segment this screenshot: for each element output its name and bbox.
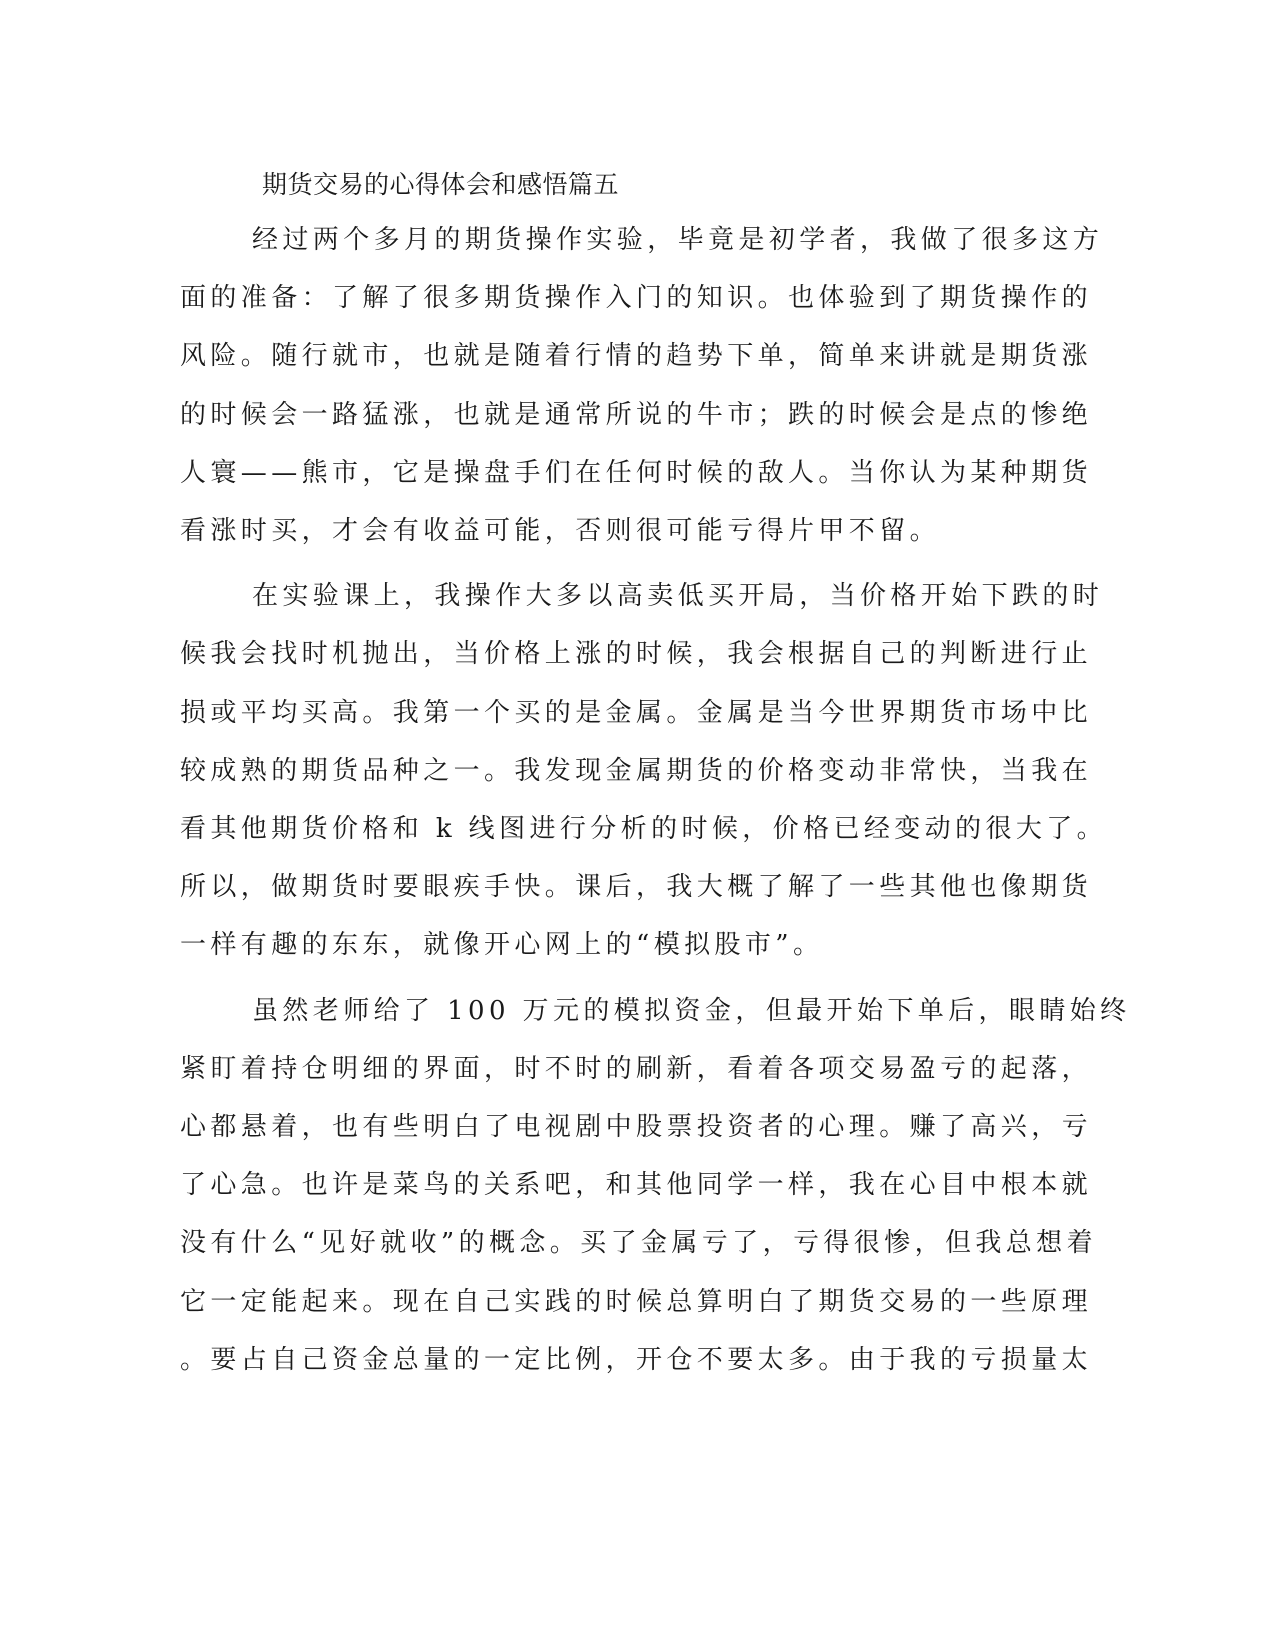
paragraph-line: 了心急。也许是菜鸟的关系吧，和其他同学一样，我在心目中根本就 (180, 1170, 1093, 1201)
paragraph-line: 的时候会一路猛涨，也就是通常所说的牛市；跌的时候会是点的惨绝 (180, 399, 1093, 430)
paragraph-line: 在实验课上，我操作大多以高卖低买开局，当价格开始下跌的时 (252, 581, 1104, 612)
paragraph-line: 人寰——熊市，它是操盘手们在任何时候的敌人。当你认为某种期货 (180, 457, 1093, 488)
paragraph-line: 它一定能起来。现在自己实践的时候总算明白了期货交易的一些原理 (180, 1286, 1093, 1317)
paragraph-line: 。要占自己资金总量的一定比例，开仓不要太多。由于我的亏损量太 (180, 1344, 1093, 1375)
document-title: 期货交易的心得体会和感悟篇五 (262, 170, 620, 199)
paragraph-line: 损或平均买高。我第一个买的是金属。金属是当今世界期货市场中比 (180, 697, 1093, 728)
paragraph-line: 没有什么“见好就收”的概念。买了金属亏了，亏得很惨，但我总想着 (180, 1228, 1097, 1259)
paragraph-line: 较成熟的期货品种之一。我发现金属期货的价格变动非常快，当我在 (180, 755, 1093, 786)
paragraph-line: 经过两个多月的期货操作实验，毕竟是初学者，我做了很多这方 (252, 225, 1104, 255)
paragraph-line: 风险。随行就市，也就是随着行情的趋势下单，简单来讲就是期货涨 (180, 341, 1093, 372)
paragraph-line: 一样有趣的东东，就像开心网上的“模拟股市”。 (180, 930, 824, 961)
paragraph-line: 心都悬着，也有些明白了电视剧中股票投资者的心理。赚了高兴，亏 (180, 1112, 1093, 1142)
paragraph-line: 候我会找时机抛出，当价格上涨的时候，我会根据自己的判断进行止 (180, 639, 1093, 670)
paragraph-line: 面的准备：了解了很多期货操作入门的知识。也体验到了期货操作的 (180, 283, 1093, 314)
paragraph-line: 虽然老师给了 100 万元的模拟资金，但最开始下单后，眼睛始终 (252, 995, 1131, 1026)
paragraph-line: 紧盯着持仓明细的界面，时不时的刷新，看着各项交易盈亏的起落， (180, 1053, 1093, 1084)
paragraph-line: 看涨时买，才会有收益可能，否则很可能亏得片甲不留。 (180, 516, 941, 546)
paragraph-line: 所以，做期货时要眼疾手快。课后，我大概了解了一些其他也像期货 (180, 872, 1093, 903)
paragraph-line: 看其他期货价格和 k 线图进行分析的时候，价格已经变动的很大了。 (180, 814, 1108, 844)
